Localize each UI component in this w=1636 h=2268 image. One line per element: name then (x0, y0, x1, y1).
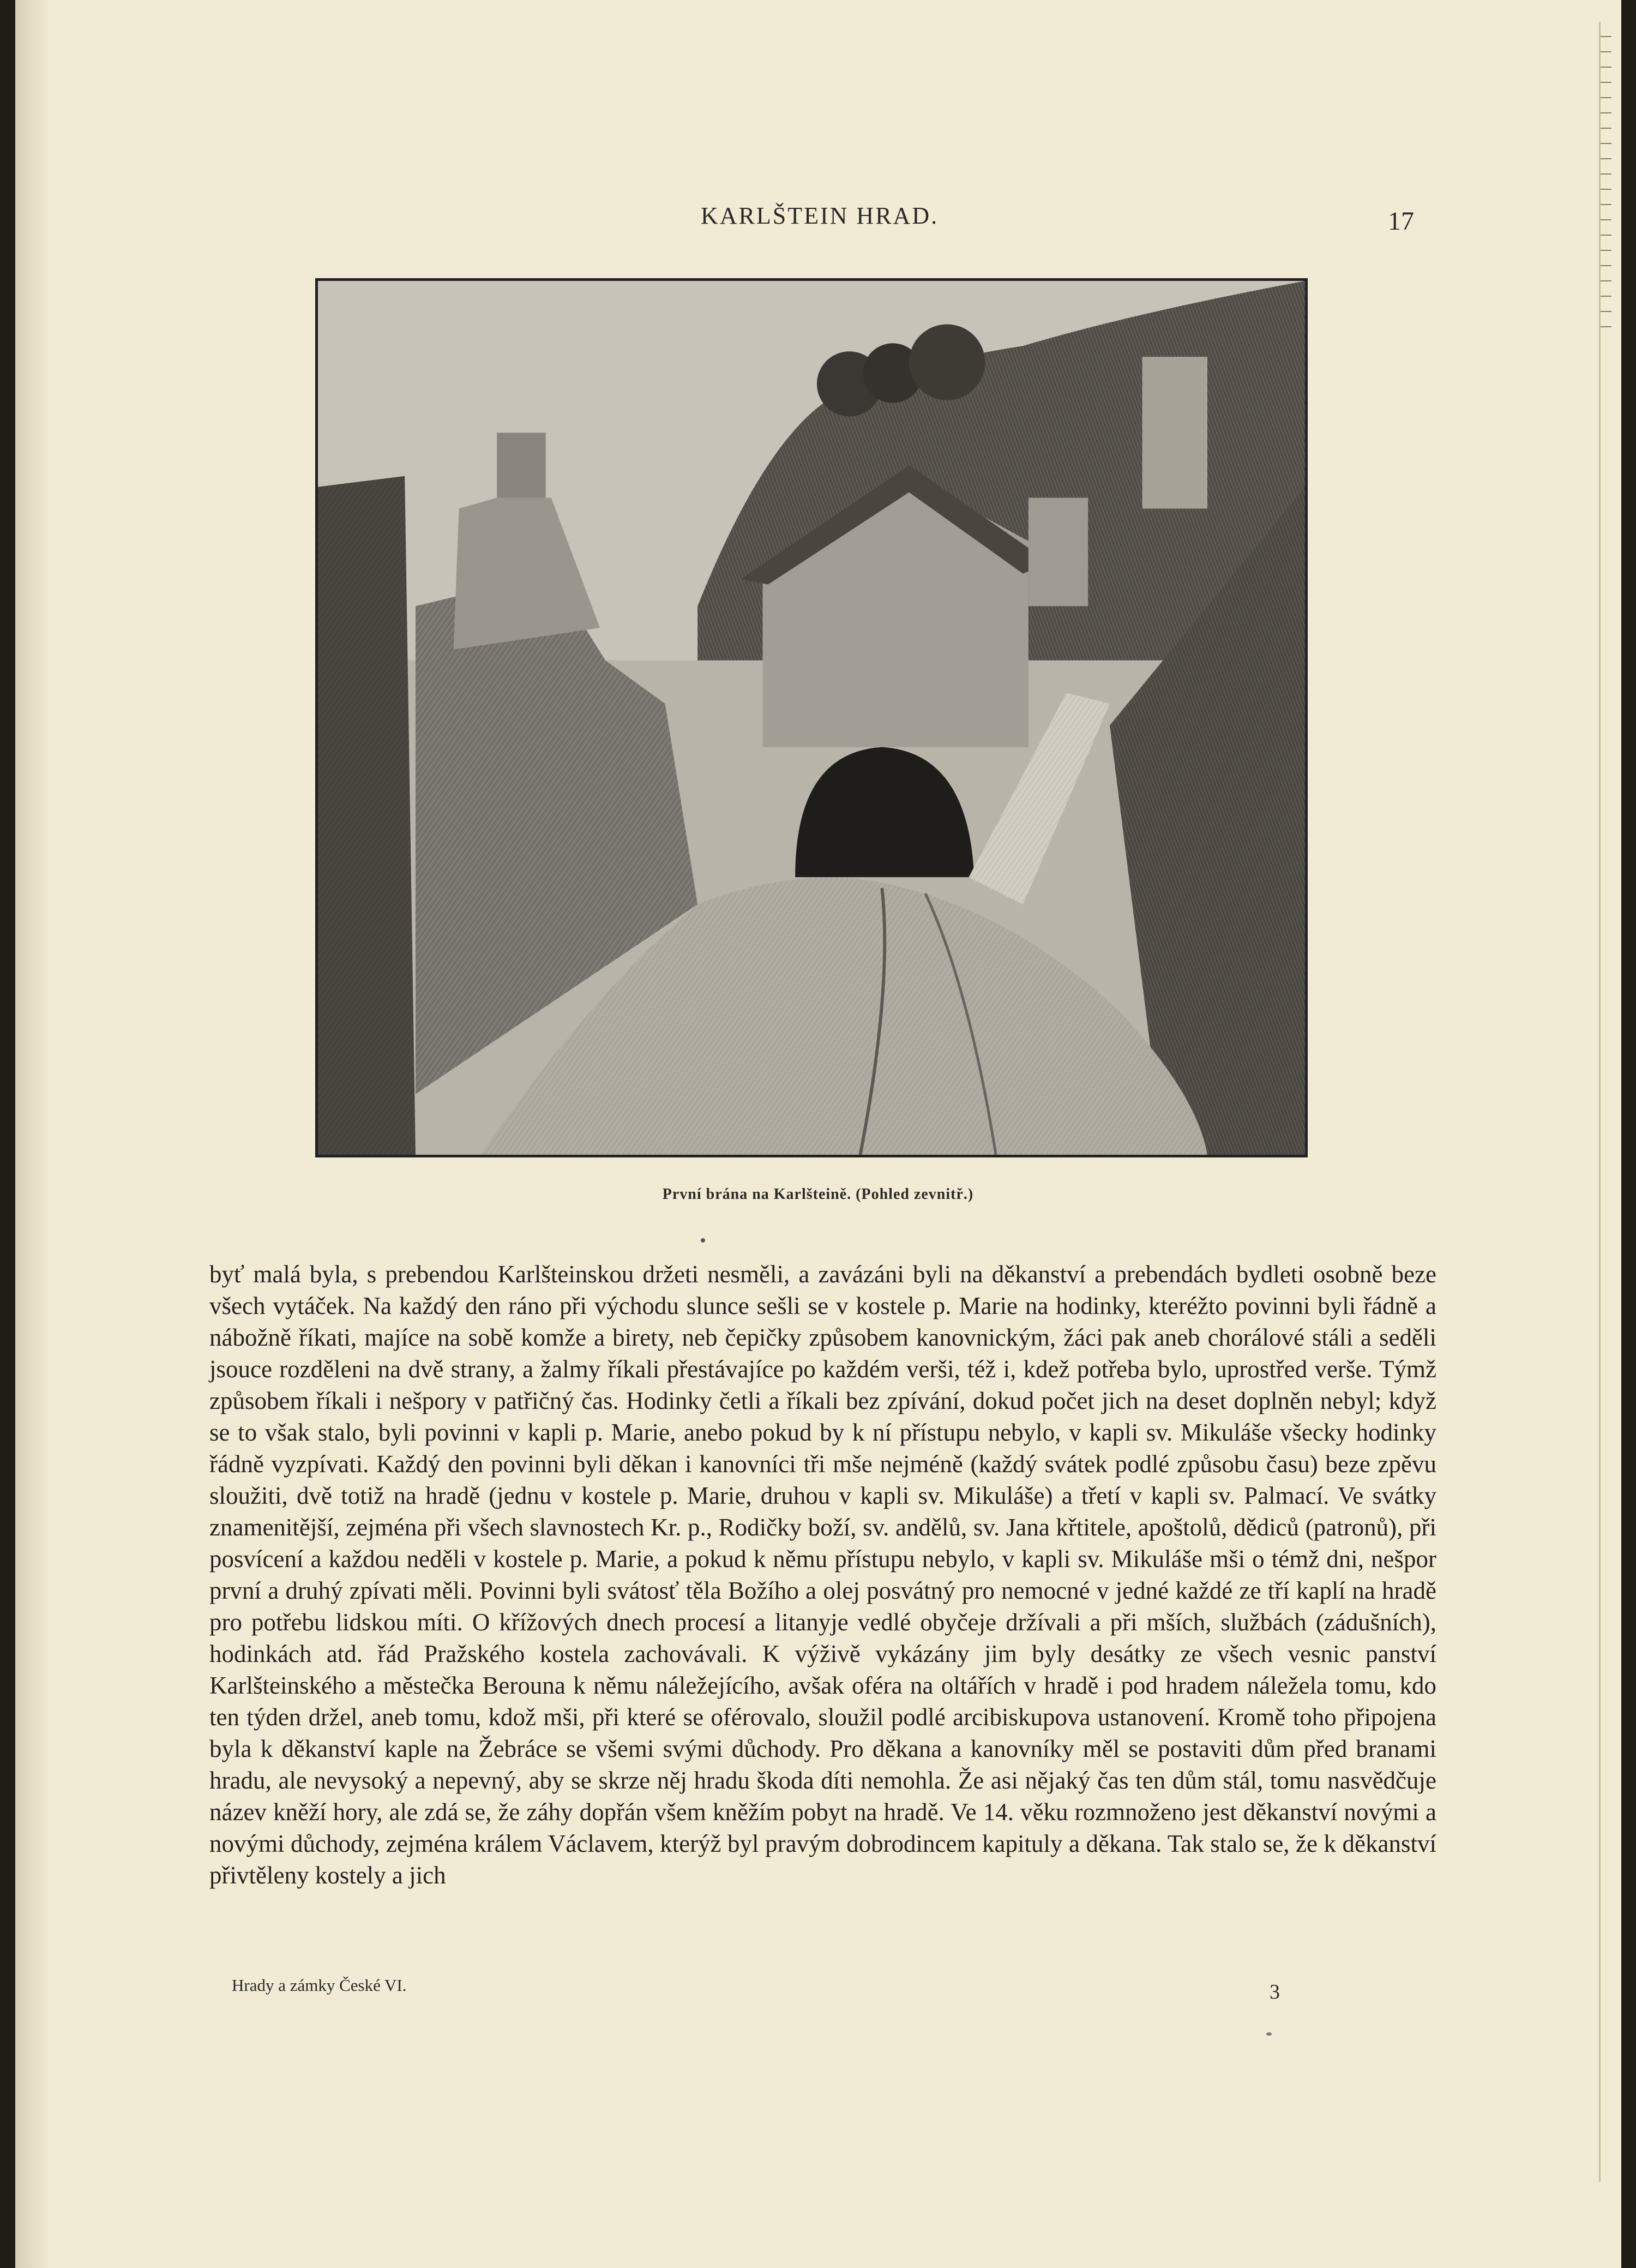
page-edge-strip (1599, 22, 1611, 2182)
page-binding-shadow (15, 0, 48, 2268)
body-text (209, 1258, 1436, 1891)
ink-mark (1266, 2032, 1272, 2036)
signature-number: 3 (1270, 1981, 1280, 2003)
running-head: KARLŠTEIN HRAD. (701, 202, 939, 229)
ink-mark (701, 1238, 705, 1243)
page-number: 17 (1388, 207, 1414, 236)
figure-caption: První brána na Karlšteině. (Pohled zevnitř.) (662, 1186, 974, 1203)
footer-source: Hrady a zámky České VI. (232, 1976, 407, 1995)
illustration-karlstein-gate (315, 278, 1308, 1157)
body-paragraph: byť malá byla, s prebendou Karlšteinskou držeti nesměli, a zavázáni byli na děkanství a prebendách bydleti osobně beze všech vytáček. Na každý den ráno při východu slunce sešli se v kostele p. Marie na hodinky, kteréžto povinni byli řádně a nábožně říkati, majíce na sobě komže a birety, neb čepičky způsobem kanovnickým, žáci pak aneb chorálové stáli a seděli jsouce rozděleni na dvě strany, a žalmy říkali přestávajíce po každém verši, též i, kdež potřeba bylo, uprostřed verše. Týmž způsobem říkali i nešpory v patřičný čas. Hodinky četli a říkali bez zpívání, dokud počet jich na deset doplněn nebyl; když se to však stalo, byli povinni v kapli p. Marie, anebo pokud by k ní přístupu nebylo, v kapli sv. Mikuláše všecky hodinky řádně vyzpívati. Každý den povinni byli děkan i kanovníci tři mše nejméně (každý svátek podlé způsobu času) beze zpěvu sloužiti, dvě totiž na hradě (jednu v kostele p. Marie, druhou v kapli sv. Mikuláše) a třetí v kapli sv. Palmací. Ve svátky znamenitější, zejména při všech slavnostech Kr. p., Rodičky boží, sv. andělů, sv. Jana křtitele, apoštolů, dědiců (patronů), při posvícení a každou neděli v kostele p. Marie, a pokud k němu přístupu nebylo, v kapli sv. Mikuláše mši o témž dni, nešpor první a druhý zpívati měli. Povinni byli svátosť těla Božího a olej posvátný pro nemocné v jedné každé ze tří kaplí na hradě pro potřebu lidskou míti. O křížových dnech procesí a litanyje vedlé obyčeje držívali a při mších, službách (zádušních), hodinkách atd. řád Pražského kostela zachovávali. K výživě vykázány jim byly desátky ze všech vesnic panství Karlšteinského a městečka Berouna k němu náležejícího, avšak oféra na oltářích v hradě i pod hradem náležela tomu, kdo ten týden držel, aneb tomu, kdož mši, při které se oférovalo, sloužil podlé arcibiskupova ustanovení. Kromě toho připojena byla k děkanství kaple na Žebráce se všemi svými důchody. Pro děkana a kanovníky měl se postaviti dům před branami hradu, ale nevysoký a nepevný, aby se skrze něj hradu škoda díti nemohla. Že asi nějaký čas ten dům stál, tomu nasvědčuje název kněží hory, ale zdá se, že záhy dopřán všem kněžím pobyt na hradě. Ve 14. věku rozmnoženo jest děkanství novými a novými důchody, zejména králem Václavem, kterýž byl pravým dobrodincem kapituly a děkana. Tak stalo se, že k děkanství přivtěleny kostely a jich (209, 1261, 1436, 1889)
engraving-image (318, 281, 1305, 1155)
